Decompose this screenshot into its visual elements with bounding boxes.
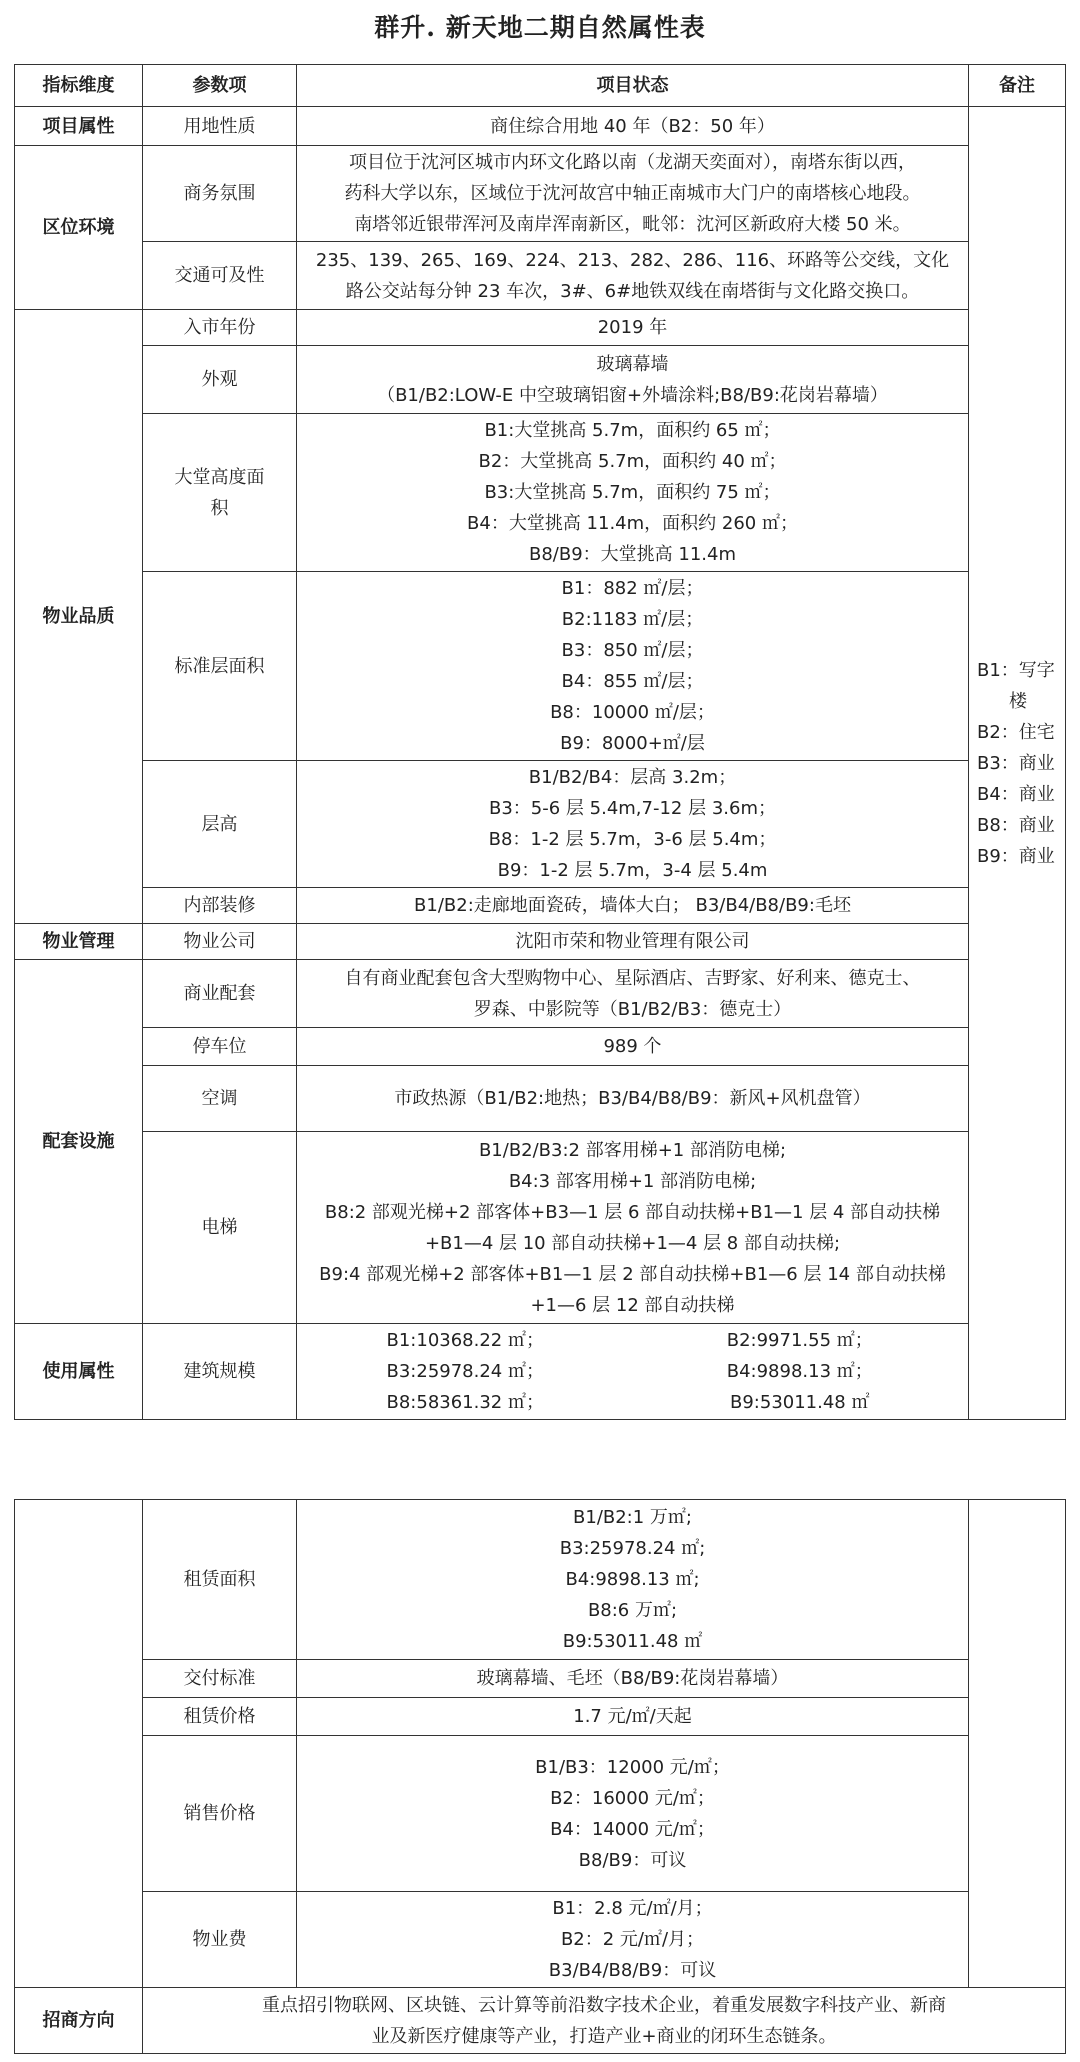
value-sale-price <box>297 1736 969 1892</box>
value-parking: 989 个 <box>297 1028 969 1066</box>
value-floor-area <box>297 572 969 761</box>
value-appearance <box>297 346 969 414</box>
table-header-row <box>15 65 1066 107</box>
value-investment <box>143 1988 1066 2054</box>
attribute-table-continued <box>14 1499 1066 2054</box>
table-row <box>15 960 1066 1028</box>
text-line: B8:2 部观光梯+2 部客体+B3—1 层 6 部自动扶梯+B1—1 层 4 部自动扶梯 <box>324 1201 941 1223</box>
table-row <box>15 888 1066 924</box>
scale-grid <box>303 1325 962 1418</box>
remark-line: B4：商业 <box>977 783 1055 805</box>
text-line: B1：2.8 元/㎡/月； <box>552 1898 713 1919</box>
text-line: 235、139、265、169、224、213、282、286、116、环路等公交线，文化 <box>315 249 950 271</box>
remark-cell <box>969 107 1066 1420</box>
value-commerce <box>297 960 969 1028</box>
value-elevator <box>297 1132 969 1324</box>
table-row <box>15 146 1066 242</box>
param-appearance: 外观 <box>143 346 297 414</box>
text-line: 药科大学以东，区域位于沈河故宫中轴正南城市大门户的南塔核心地段。 <box>344 183 921 204</box>
param-ac: 空调 <box>143 1066 297 1132</box>
text-line: B9:53011.48 ㎡ <box>562 1631 703 1652</box>
param-year: 入市年份 <box>143 310 297 346</box>
text-line: B4：14000 元/㎡； <box>550 1818 715 1840</box>
dimension-usage-continued <box>15 1500 143 1988</box>
dimension-investment: 招商方向 <box>15 1988 143 2054</box>
param-business: 商务氛围 <box>143 146 297 242</box>
remark-line: B1：写字 <box>977 659 1055 681</box>
value-company: 沈阳市荣和物业管理有限公司 <box>297 924 969 960</box>
dimension-management: 物业管理 <box>15 924 143 960</box>
remark-line: B3：商业 <box>977 752 1055 774</box>
scale-item: B4:9898.13 ㎡； <box>726 1361 873 1382</box>
table-row <box>15 924 1066 960</box>
text-line: B9：1-2 层 5.7m，3-4 层 5.4m <box>497 860 768 881</box>
remark-line: B8：商业 <box>977 814 1055 836</box>
param-company: 物业公司 <box>143 924 297 960</box>
table-row <box>15 1500 1066 1660</box>
text-line: B8:6 万㎡; <box>587 1600 678 1621</box>
table-row <box>15 1892 1066 1988</box>
param-parking: 停车位 <box>143 1028 297 1066</box>
text-line: 路公交站每分钟 23 车次，3#、6#地铁双线在南塔街与文化路交换口。 <box>345 280 920 302</box>
table-row <box>15 107 1066 146</box>
param-traffic: 交通可及性 <box>143 242 297 310</box>
header-dimension: 指标维度 <box>15 65 143 107</box>
text-line: 玻璃幕墙 <box>596 353 669 375</box>
page-title: 群升. 新天地二期自然属性表 <box>374 13 706 42</box>
text-line: B1/B2/B3:2 部客用梯+1 部消防电梯; <box>478 1139 787 1161</box>
text-line: B4：大堂挑高 11.4m，面积约 260 ㎡； <box>467 513 798 534</box>
text-line: B1:大堂挑高 5.7m，面积约 65 ㎡； <box>484 420 781 441</box>
text-line: B1：882 ㎡/层； <box>561 578 704 599</box>
text-line: B1/B3：12000 元/㎡； <box>535 1756 730 1778</box>
value-delivery: 玻璃幕墙、毛坯（B8/B9:花岗岩幕墙） <box>297 1660 969 1698</box>
text-line: B8/B9：大堂挑高 11.4m <box>529 544 736 565</box>
text-line: B1/B2/B4：层高 3.2m； <box>528 767 737 788</box>
text-line: B8：10000 ㎡/层； <box>550 702 715 723</box>
dimension-location: 区位环境 <box>15 146 143 310</box>
param-scale: 建筑规模 <box>143 1324 297 1420</box>
table-row <box>15 1660 1066 1698</box>
param-decoration: 内部装修 <box>143 888 297 924</box>
text-line: +B1—4 层 10 部自动扶梯+1—4 层 8 部自动扶梯; <box>424 1232 841 1254</box>
value-property-fee <box>297 1892 969 1988</box>
text-line: B9:4 部观光梯+2 部客体+B1—1 层 2 部自动扶梯+B1—6 层 14 部自动扶梯 <box>319 1263 946 1285</box>
attribute-table <box>14 64 1066 1420</box>
param-delivery: 交付标准 <box>143 1660 297 1698</box>
table-row <box>15 1028 1066 1066</box>
text-line: 罗森、中影院等（B1/B2/B3：德克士） <box>473 998 792 1020</box>
text-line: B3:大堂挑高 5.7m，面积约 75 ㎡； <box>484 482 781 503</box>
remark-line: B9：商业 <box>977 845 1055 867</box>
value-decoration: B1/B2:走廊地面瓷砖，墙体大白； B3/B4/B8/B9:毛坯 <box>297 888 969 924</box>
text-line: B3：5-6 层 5.4m,7-12 层 3.6m； <box>489 798 776 819</box>
table-row <box>15 1988 1066 2054</box>
text-line: B4:3 部客用梯+1 部消防电梯; <box>508 1170 757 1192</box>
value-scale <box>297 1324 969 1420</box>
value-traffic <box>297 242 969 310</box>
text-line: B2：2 元/㎡/月； <box>560 1929 705 1950</box>
param-commerce: 商业配套 <box>143 960 297 1028</box>
text-line: 自有商业配套包含大型购物中心、星际酒店、吉野家、好利来、德克士、 <box>344 967 921 989</box>
param-rent: 租赁价格 <box>143 1698 297 1736</box>
text-line: B3：850 ㎡/层； <box>561 640 704 661</box>
value-business <box>297 146 969 242</box>
value-ac: 市政热源（B1/B2:地热；B3/B4/B8/B9：新风+风机盘管） <box>297 1066 969 1132</box>
dimension-facilities: 配套设施 <box>15 960 143 1324</box>
dimension-project: 项目属性 <box>15 107 143 146</box>
header-remark: 备注 <box>969 65 1066 107</box>
text-line: B3/B4/B8/B9：可议 <box>548 1960 717 1981</box>
param-lease-area: 租赁面积 <box>143 1500 297 1660</box>
param-floor-area: 标准层面积 <box>143 572 297 761</box>
table-row <box>15 414 1066 572</box>
text-line: 项目位于沈河区城市内环文化路以南（龙湖天奕面对），南塔东街以西， <box>349 152 916 173</box>
text-line: +1—6 层 12 部自动扶梯 <box>530 1294 735 1316</box>
table-row <box>15 1324 1066 1420</box>
text-line: B3:25978.24 ㎡; <box>559 1538 706 1559</box>
table-row <box>15 761 1066 888</box>
scale-item: B8:58361.32 ㎡； <box>386 1392 544 1413</box>
value-lobby <box>297 414 969 572</box>
scale-item: B1:10368.22 ㎡； <box>386 1330 544 1351</box>
text-line: B4:9898.13 ㎡; <box>565 1569 700 1590</box>
text-line: B2：16000 元/㎡； <box>550 1787 715 1809</box>
value-land: 商住综合用地 40 年（B2：50 年） <box>297 107 969 146</box>
scale-item: B9:53011.48 ㎡ <box>730 1392 870 1413</box>
value-year: 2019 年 <box>297 310 969 346</box>
text-line: 重点招引物联网、区块链、云计算等前沿数字技术企业，着重发展数字科技产业、新商 <box>262 1994 946 2016</box>
value-lease-area <box>297 1500 969 1660</box>
header-status: 项目状态 <box>297 65 969 107</box>
remark-line: 楼 <box>1009 690 1027 712</box>
table-row <box>15 1066 1066 1132</box>
param-land: 用地性质 <box>143 107 297 146</box>
param-sale-price: 销售价格 <box>143 1736 297 1892</box>
text-line: 积 <box>210 497 229 519</box>
text-line: B8/B9：可议 <box>578 1849 687 1871</box>
param-lobby <box>143 414 297 572</box>
text-line: 大堂高度面 <box>174 466 265 488</box>
header-param: 参数项 <box>143 65 297 107</box>
table-row <box>15 1736 1066 1892</box>
table-row <box>15 310 1066 346</box>
text-line: （B1/B2:LOW-E 中空玻璃铝窗+外墙涂料;B8/B9:花岗岩幕墙） <box>377 384 888 406</box>
text-line: B2：大堂挑高 5.7m，面积约 40 ㎡； <box>478 451 787 472</box>
param-height: 层高 <box>143 761 297 888</box>
table-row <box>15 346 1066 414</box>
text-line: B1/B2:1 万㎡; <box>573 1507 692 1528</box>
remark-line: B2：住宅 <box>977 721 1055 743</box>
dimension-quality: 物业品质 <box>15 310 143 924</box>
scale-item: B2:9971.55 ㎡； <box>726 1330 873 1351</box>
table-row <box>15 1132 1066 1324</box>
text-line: B8：1-2 层 5.7m，3-6 层 5.4m； <box>488 829 777 850</box>
param-elevator: 电梯 <box>143 1132 297 1324</box>
table-row <box>15 242 1066 310</box>
text-line: B2:1183 ㎡/层； <box>561 609 704 630</box>
text-line: 业及新医疗健康等产业，打造产业+商业的闭环生态链条。 <box>371 2025 837 2047</box>
value-height <box>297 761 969 888</box>
text-line: B9：8000+㎡/层 <box>560 733 705 754</box>
text-line: 南塔邻近银带浑河及南岸浑南新区，毗邻：沈河区新政府大楼 50 米。 <box>354 214 911 235</box>
dimension-usage: 使用属性 <box>15 1324 143 1420</box>
table-row <box>15 572 1066 761</box>
param-property-fee: 物业费 <box>143 1892 297 1988</box>
text-line: B4：855 ㎡/层； <box>561 671 704 692</box>
scale-item: B3:25978.24 ㎡； <box>386 1361 544 1382</box>
remark-cell-continued <box>969 1500 1066 1988</box>
table-row <box>15 1698 1066 1736</box>
value-rent: 1.7 元/㎡/天起 <box>297 1698 969 1736</box>
